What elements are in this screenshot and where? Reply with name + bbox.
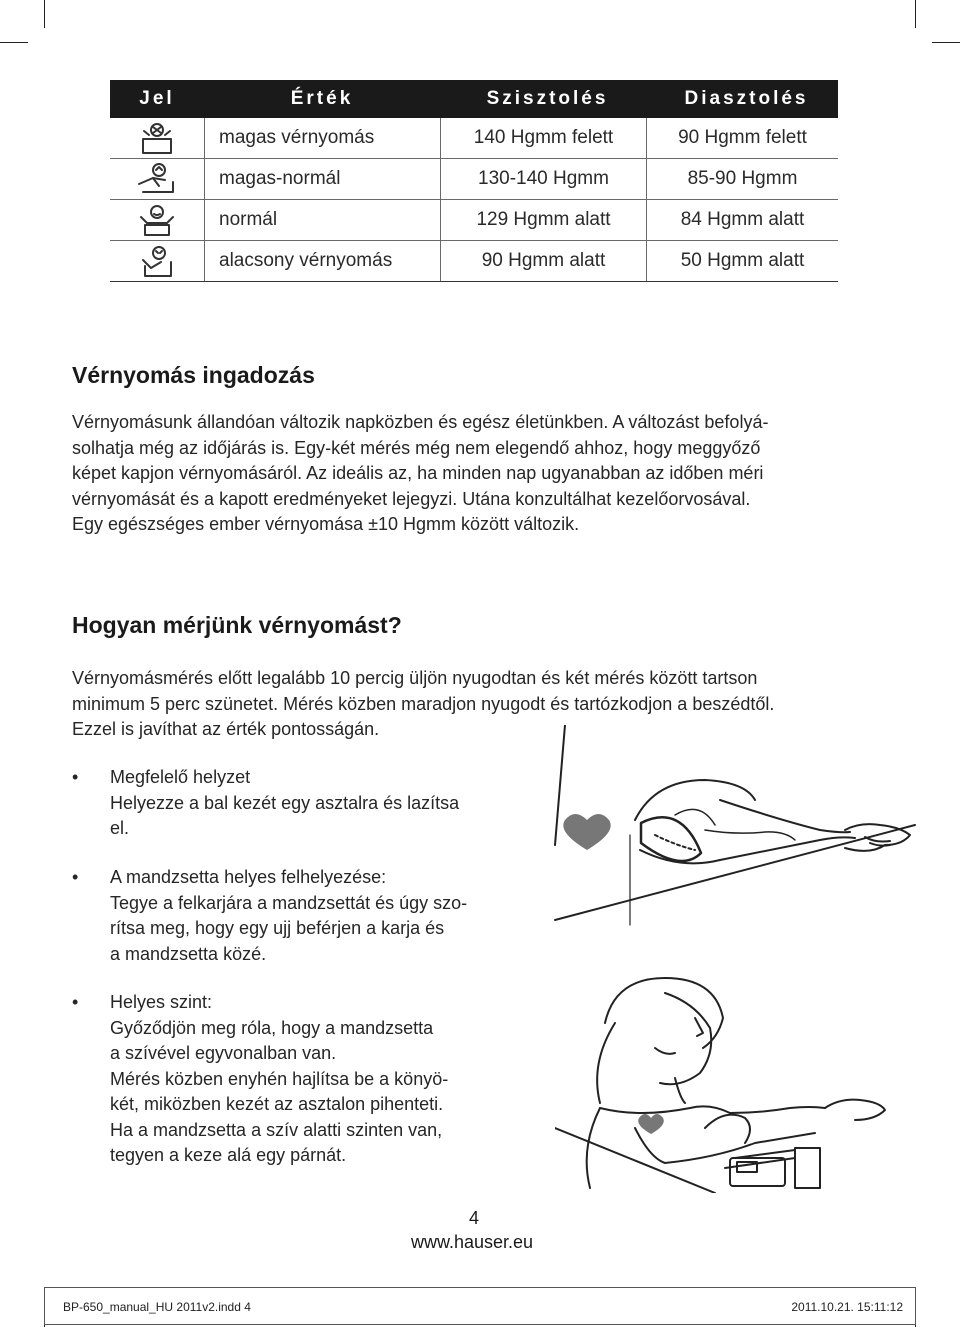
text-line: rítsa meg, hogy egy ujj beférjen a karja és (110, 918, 445, 938)
header-jel: Jel (139, 88, 175, 109)
table-header (110, 80, 838, 118)
text-line: tegyen a keze alá egy párnát. (110, 1145, 347, 1165)
slug-datetime: 2011.10.21. 15:11:12 (791, 1300, 903, 1314)
bullet-title: A mandzsetta helyes felhelyezése: (110, 867, 387, 887)
row-systolic: 90 Hgmm alatt (441, 241, 647, 281)
bullet-item (72, 990, 522, 1169)
row-label: magas-normál (205, 159, 441, 199)
row-diastolic: 85-90 Hgmm (687, 168, 798, 189)
text-line: képet kapjon vérnyomásáról. Az ideális az, ha minden nap ugyanabban az időben méri (72, 463, 764, 483)
slug-filename: BP-650_manual_HU 2011v2.indd 4 (63, 1300, 251, 1314)
text-line: Ha a mandzsetta a szív alatti szinten van, (110, 1119, 443, 1140)
text-line: solhatja még az időjárás is. Egy-két mérés még nem elegendő ahhoz, hogy meggyőző (72, 437, 761, 458)
table-row (110, 159, 838, 200)
row-diastolic: 90 Hgmm felett (678, 127, 807, 148)
crop-mark (932, 42, 960, 43)
text-line: a szívével egyvonalban van. (110, 1043, 337, 1063)
section1-paragraph (72, 410, 892, 538)
header-szisztoles: Szisztolés (486, 88, 609, 109)
table-row (110, 241, 838, 282)
row-label: normál (205, 200, 441, 240)
header-ertek: Érték (290, 88, 354, 109)
header-diasztoles: Diasztolés (684, 88, 809, 109)
text-line: minimum 5 perc szünetet. Mérés közben maradjon nyugodt és tartózkodjon a beszédtől. (72, 693, 775, 714)
crop-mark (915, 0, 916, 28)
row-systolic: 130-140 Hgmm (441, 159, 647, 199)
row-systolic: 129 Hgmm alatt (441, 200, 647, 240)
text-line: vérnyomását és a kapott eredményeket lejegyzi. Utána konzultálhat kezelőorvosával. (72, 488, 751, 509)
text-line: Vérnyomásmérés előtt legalább 10 percig üljön nyugodtan és két mérés között tartson (72, 668, 758, 688)
bullet-dot: • (72, 992, 79, 1012)
row-systolic: 140 Hgmm felett (441, 118, 647, 158)
table-row (110, 118, 838, 159)
seated-person-illustration (555, 968, 915, 1193)
arm-cuff-illustration (545, 725, 925, 940)
normal-icon (110, 200, 205, 240)
section-title-ingadozas: Vérnyomás ingadozás (72, 362, 315, 388)
slug-bar (44, 1287, 916, 1325)
text-line: Mérés közben enyhén hajlítsa be a könyö- (110, 1068, 449, 1089)
bullet-title: Helyes szint: (110, 992, 213, 1012)
high-pressure-icon (110, 118, 205, 158)
table-row (110, 200, 838, 241)
footer-url[interactable]: www.hauser.eu (411, 1232, 534, 1252)
text-line: két, miközben kezét az asztalon pihenteti. (110, 1094, 444, 1114)
row-diastolic: 84 Hgmm alatt (680, 209, 805, 230)
bullet-dot: • (72, 767, 79, 787)
text-line: Tegye a felkarjára a mandzsettát és úgy szo- (110, 892, 468, 913)
bullet-dot: • (72, 867, 79, 887)
text-line: el. (110, 818, 130, 838)
row-label: alacsony vérnyomás (205, 241, 441, 281)
bullet-item (72, 865, 522, 967)
high-normal-icon (110, 159, 205, 199)
row-label: magas vérnyomás (205, 118, 441, 158)
section-title-hogyan: Hogyan mérjünk vérnyomást? (72, 612, 402, 638)
text-line: Vérnyomásunk állandóan változik napközben és egész életünkben. A változást befolyá- (72, 412, 769, 432)
text-line: Győződjön meg róla, hogy a mandzsetta (110, 1017, 434, 1038)
page-number: 4 (469, 1208, 480, 1228)
bullet-item (72, 765, 522, 842)
text-line: Ezzel is javíthat az érték pontosságán. (72, 719, 380, 739)
low-pressure-icon (110, 241, 205, 281)
text-line: Helyezze a bal kezét egy asztalra és lazítsa (110, 792, 460, 813)
text-line: Egy egészséges ember vérnyomása ±10 Hgmm között változik. (72, 514, 580, 534)
blood-pressure-table (110, 80, 838, 282)
bullet-title: Megfelelő helyzet (110, 767, 251, 787)
crop-mark (44, 0, 45, 28)
row-diastolic: 50 Hgmm alatt (680, 250, 805, 271)
text-line: a mandzsetta közé. (110, 943, 267, 964)
crop-mark (0, 42, 28, 43)
